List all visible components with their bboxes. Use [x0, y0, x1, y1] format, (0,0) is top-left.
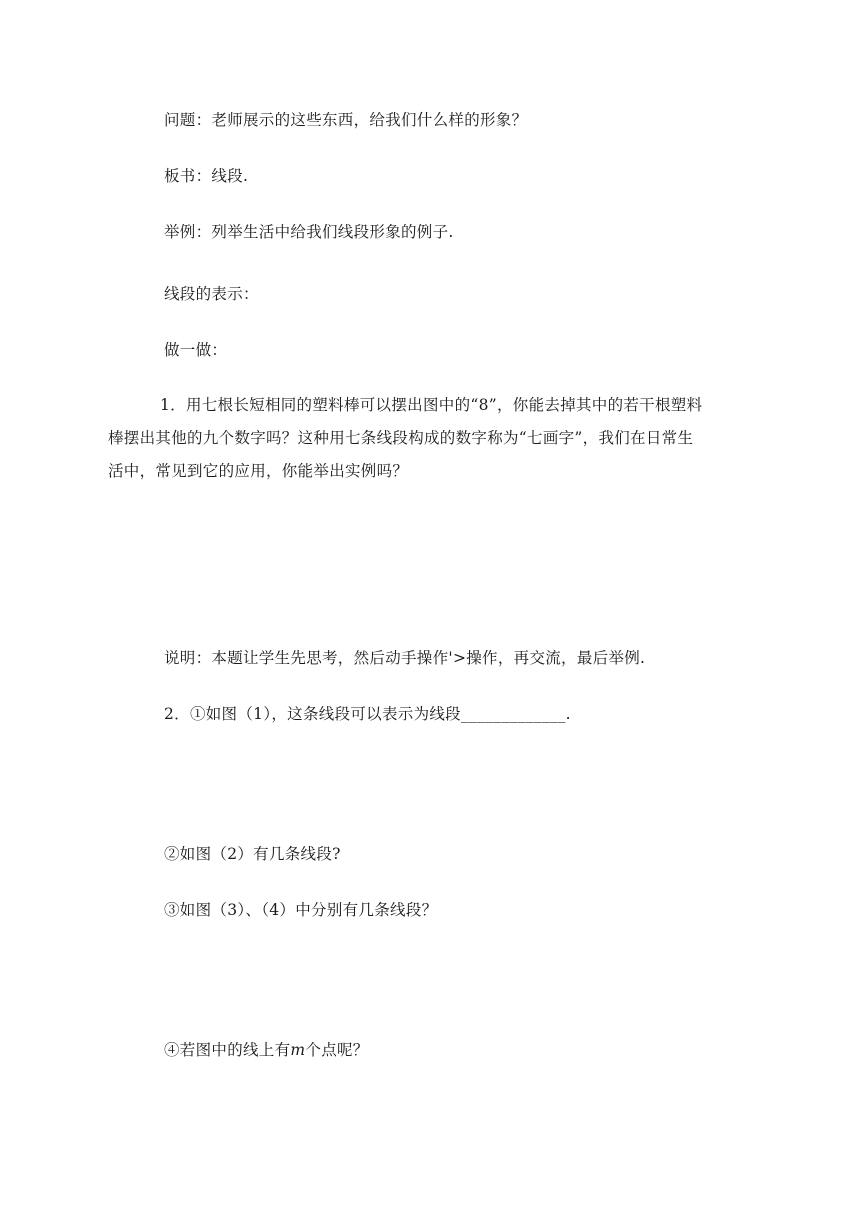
item-2b-line: ②如图（2）有几条线段? — [164, 845, 341, 863]
board-line: 板书：线段. — [164, 167, 249, 185]
representation-line: 线段的表示： — [164, 285, 259, 303]
item-1-paragraph: 1．用七根长短相同的塑料棒可以摆出图中的“8”，你能去掉其中的若干根塑料棒摆出其他的九个数字吗？这种用七条线段构成的数字称为“七画字”，我们在日常生活中，常见到它的应用，你能举出实例吗？ — [108, 396, 703, 480]
example-line: 举例：列举生活中给我们线段形象的例子. — [164, 223, 454, 241]
item-2d-prefix: ④若图中的线上有 — [164, 1041, 291, 1059]
item-2c-line: ③如图（3）、（4）中分别有几条线段？ — [164, 901, 438, 919]
note-line: 说明：本题让学生先思考，然后动手操作'>操作，再交流，最后举例. — [164, 649, 646, 667]
item-2-suffix: . — [565, 705, 571, 723]
item-2-prefix: 2．①如图（1），这条线段可以表示为线段 — [164, 705, 461, 723]
do-it-line: 做一做： — [164, 341, 228, 359]
question-line: 问题：老师展示的这些东西，给我们什么样的形象？ — [164, 111, 528, 129]
item-2d-suffix: 个点呢？ — [305, 1041, 369, 1059]
item-2d-line — [164, 1040, 369, 1060]
item-2-answer-blank: _____________ — [460, 705, 566, 723]
item-2-line — [164, 704, 571, 724]
variable-m: m — [290, 1041, 306, 1059]
